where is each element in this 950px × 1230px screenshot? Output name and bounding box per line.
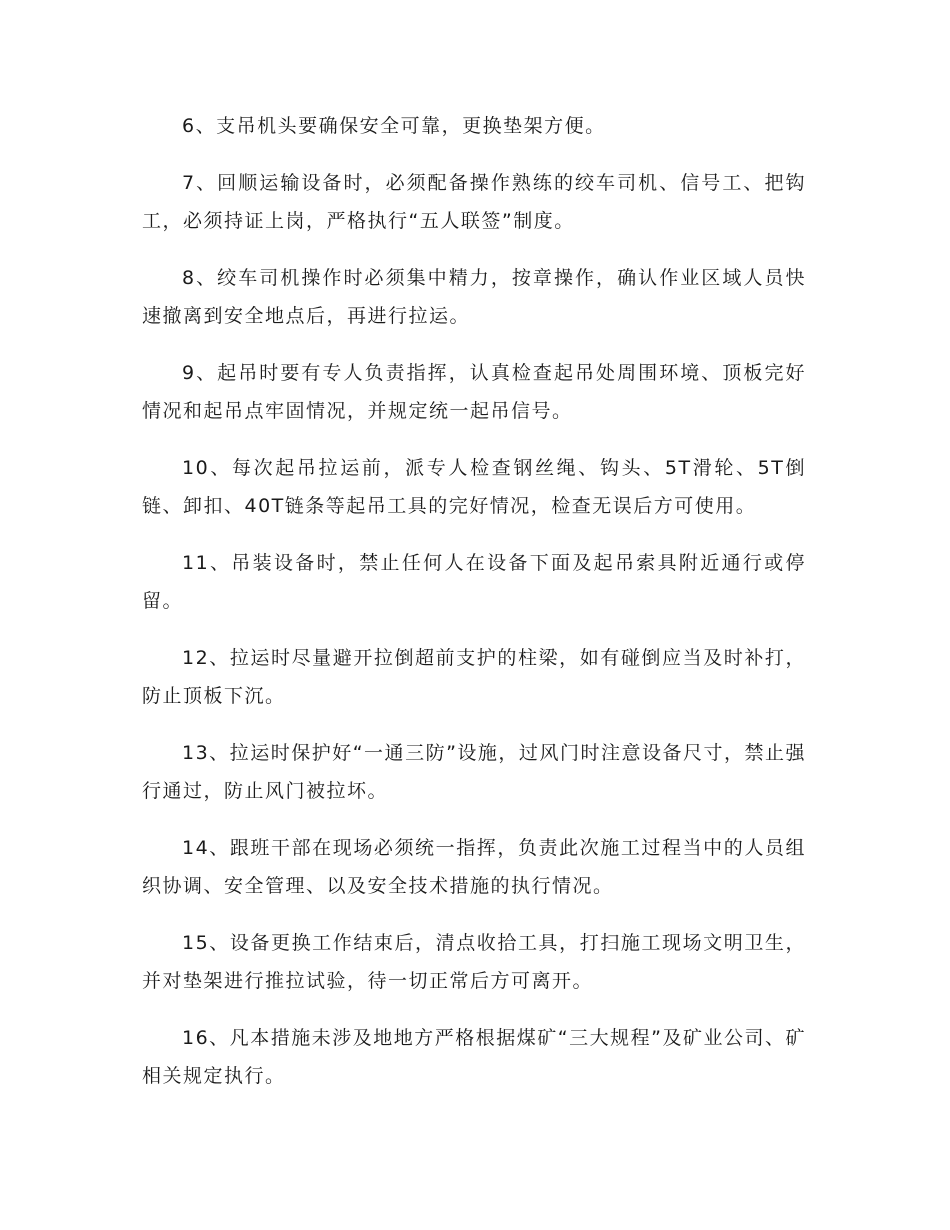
document-body <box>142 107 806 1114</box>
paragraph-item-10: 10、每次起吊拉运前，派专人检查钢丝绳、钩头、5T滑轮、5T倒链、卸扣、40T链条等起吊工具的完好情况，检查无误后方可使用。 <box>142 457 806 517</box>
paragraph-item-14: 14、跟班干部在现场必须统一指挥，负责此次施工过程当中的人员组织协调、安全管理、以及安全技术措施的执行情况。 <box>142 837 806 897</box>
paragraph-item-7: 7、回顺运输设备时，必须配备操作熟练的绞车司机、信号工、把钩工，必须持证上岗，严格执行“五人联签”制度。 <box>142 172 806 232</box>
paragraph-item-13: 13、拉运时保护好“一通三防”设施，过风门时注意设备尺寸，禁止强行通过，防止风门被拉坏。 <box>142 742 806 802</box>
paragraph-item-9: 9、起吊时要有专人负责指挥，认真检查起吊处周围环境、顶板完好情况和起吊点牢固情况，并规定统一起吊信号。 <box>142 362 806 422</box>
paragraph-item-15: 15、设备更换工作结束后，清点收拾工具，打扫施工现场文明卫生，并对垫架进行推拉试验，待一切正常后方可离开。 <box>142 932 806 992</box>
paragraph-item-16: 16、凡本措施未涉及地地方严格根据煤矿“三大规程”及矿业公司、矿相关规定执行。 <box>142 1027 806 1087</box>
paragraph-item-8: 8、绞车司机操作时必须集中精力，按章操作，确认作业区域人员快速撤离到安全地点后，再进行拉运。 <box>142 267 806 327</box>
paragraph-item-6: 6、支吊机头要确保安全可靠，更换垫架方便。 <box>182 115 606 137</box>
paragraph-item-11: 11、吊装设备时，禁止任何人在设备下面及起吊索具附近通行或停留。 <box>142 552 806 612</box>
paragraph-item-12: 12、拉运时尽量避开拉倒超前支护的柱梁，如有碰倒应当及时补打，防止顶板下沉。 <box>142 647 806 707</box>
